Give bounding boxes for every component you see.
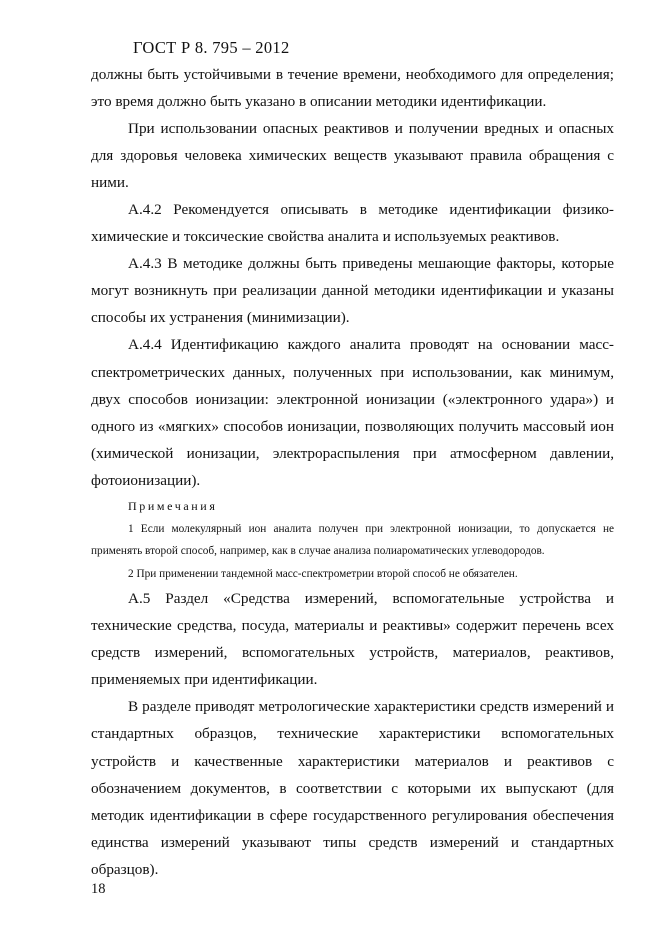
paragraph-hazard-handling: При использовании опасных реактивов и получении вредных и опасных для здоровья человека химических веществ указывают правила обращения с ними. — [91, 120, 614, 192]
note-2: 2 При применении тандемной масс-спектрометрии второй способ не обязателен. — [128, 567, 518, 580]
document-header: ГОСТ Р 8. 795 – 2012 — [133, 38, 290, 57]
paragraph-a-5: А.5 Раздел «Средства измерений, вспомогательные устройства и технические средства, посуда, материалы и реактивы» содержит перечень всех средств измерений, вспомогательных устройств, материалов, реактивов, применяемых при идентификации. — [91, 590, 614, 689]
paragraph-a-4-4: А.4.4 Идентификацию каждого аналита проводят на основании масс-спектрометрических данных, полученных при использовании, как минимум, двух способов ионизации: электронной ионизации («электронного удара») и одного из «мягких» способов ионизации, позволяющих получить массовый ион (химической ионизации, электрораспыления при атмосферном давлении, фотоионизации). — [91, 336, 614, 489]
paragraph-a-4-2: А.4.2 Рекомендуется описывать в методике идентификации физико-химические и токсические свойства аналита и используемых реактивов. — [91, 201, 614, 246]
notes-heading: Примечания — [128, 498, 218, 513]
page-number: 18 — [91, 881, 106, 897]
paragraph-a-4-3: А.4.3 В методике должны быть приведены мешающие факторы, которые могут возникнуть при реализации данной методики идентификации и указаны способы их устранения (минимизации). — [91, 255, 614, 327]
body-text — [91, 61, 614, 883]
paragraph-continuation: должны быть устойчивыми в течение времени, необходимого для определения; это время должно быть указано в описании методики идентификации. — [91, 66, 614, 111]
note-1: 1 Если молекулярный ион аналита получен при электронной ионизации, то допускается не применять второй способ, например, как в случае анализа полиароматических углеводородов. — [91, 522, 614, 558]
paragraph-metrological: В разделе приводят метрологические характеристики средств измерений и стандартных образцов, технические характеристики вспомогательных устройств и качественные характеристики материалов и реактивов с обозначением документов, в соответствии с которыми их выпускают (для методик идентификации в сфере государственного регулирования обеспечения единства измерений указывают типы средств измерений и стандартных образцов). — [91, 698, 614, 878]
